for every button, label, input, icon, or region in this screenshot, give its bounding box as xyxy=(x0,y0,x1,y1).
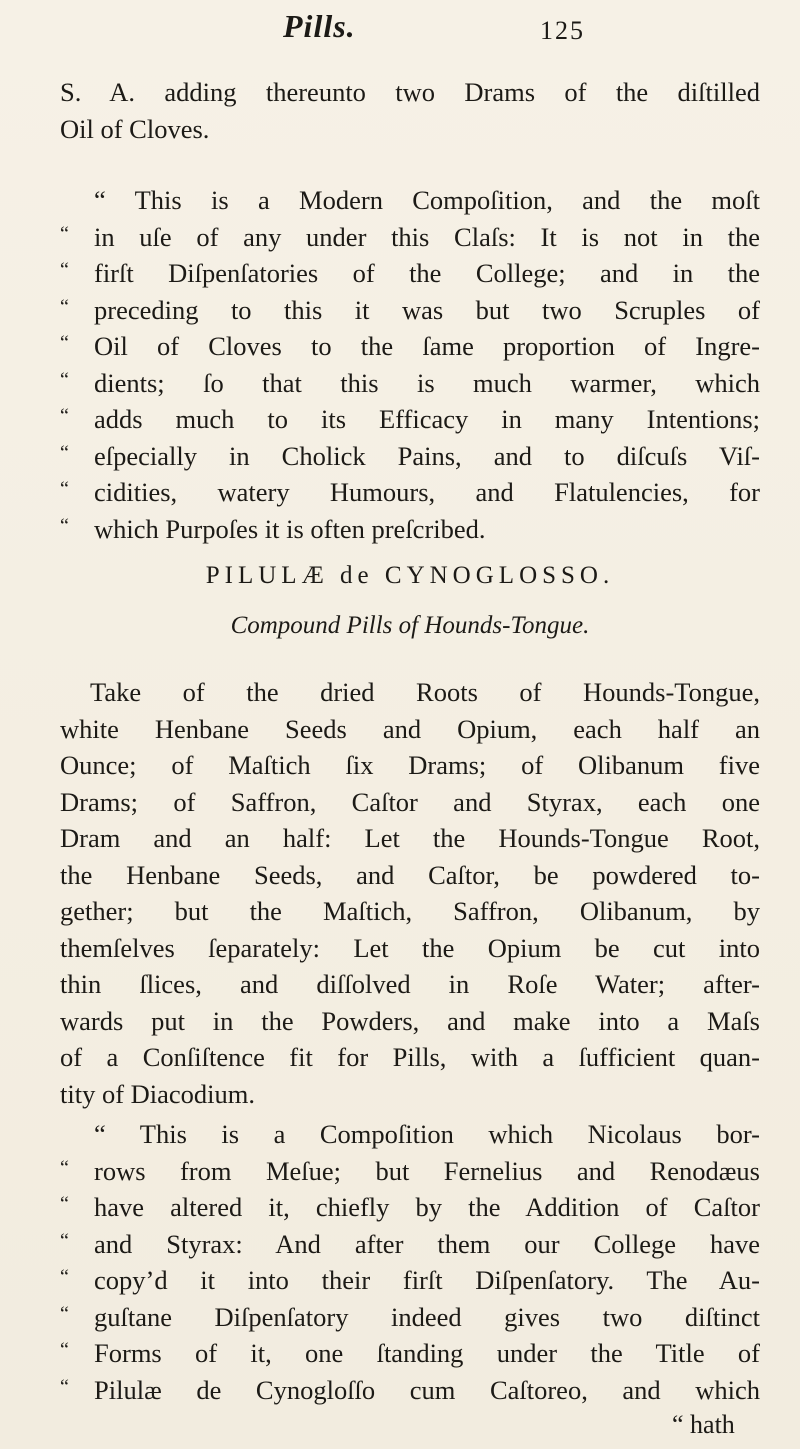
quote-mark: “ xyxy=(60,405,69,427)
running-title: Pills. xyxy=(283,8,356,44)
text-line: white Henbane Seeds and Opium, each half an xyxy=(60,713,760,744)
text-line: adds much to its Efficacy in many Intentions; xyxy=(94,404,760,434)
quoted-line xyxy=(60,401,760,438)
text-line: Oil of Cloves to the ſame proportion of Ingre- xyxy=(94,331,760,361)
quote-mark: “ xyxy=(60,441,69,464)
text-line: gether; but the Maſtich, Saffron, Olibanum, by xyxy=(60,896,760,926)
quoted-line xyxy=(60,474,760,511)
text-line: and Styrax: And after them our College have xyxy=(94,1228,760,1259)
quote-mark: “ xyxy=(60,1156,69,1179)
text-line: Drams; of Saffron, Caſtor and Styrax, each one xyxy=(60,786,760,817)
quote-mark: “ xyxy=(60,478,69,500)
quote-mark: “ xyxy=(60,514,69,537)
quoted-line xyxy=(60,1153,760,1190)
text-line: “ This is a Modern Compoſition, and the moſt xyxy=(94,185,760,215)
quoted-line xyxy=(60,511,760,548)
quoted-line xyxy=(60,255,760,292)
text-line: thin ſlices, and diſſolved in Roſe Water; after- xyxy=(60,969,760,999)
quoted-line xyxy=(60,1299,760,1336)
quote-mark: “ xyxy=(60,295,69,318)
quoted-line xyxy=(60,365,760,402)
text-line: wards put in the Powders, and make into a Maſs xyxy=(60,1005,760,1036)
text-line: tity of Diacodium. xyxy=(60,1078,256,1109)
running-head xyxy=(0,8,800,52)
text-line: “ This is a Compoſition which Nicolaus bor- xyxy=(94,1119,760,1149)
text-line: the Henbane Seeds, and Caſtor, be powdered to- xyxy=(60,859,760,890)
commentary-paragraph-2 xyxy=(60,1116,760,1408)
text-line: Pilulæ de Cynogloſſo cum Caſtoreo, and which xyxy=(94,1374,760,1405)
quote-mark: “ xyxy=(60,1193,69,1215)
text-line: preceding to this it was but two Scruples of xyxy=(94,294,760,325)
quoted-line xyxy=(60,292,760,329)
text-line: have altered it, chiefly by the Addition of Caſtor xyxy=(94,1192,760,1222)
text-line: of a Conſiſtence fit for Pills, with a ſufficient quan- xyxy=(60,1042,760,1072)
text-line: cidities, watery Humours, and Flatulencies, for xyxy=(94,477,760,507)
text-line: in uſe of any under this Claſs: It is not in the xyxy=(94,221,760,252)
quote-mark: “ xyxy=(60,1229,69,1252)
text-line: S. A. adding thereunto two Drams of the diſtilled xyxy=(60,77,760,107)
text-line: Forms of it, one ſtanding under the Title of xyxy=(94,1338,760,1368)
quote-mark: “ xyxy=(60,1266,69,1288)
text-line: dients; ſo that this is much warmer, which xyxy=(94,367,760,398)
text-line: rows from Meſue; but Fernelius and Renodæus xyxy=(94,1155,760,1186)
quote-mark: “ xyxy=(60,368,69,391)
catchword: “ hath xyxy=(672,1410,735,1439)
intro-paragraph xyxy=(60,74,760,147)
quoted-line xyxy=(60,1189,760,1226)
quote-mark: “ xyxy=(60,1339,69,1361)
text-line: which Purpoſes it is often preſcribed. xyxy=(94,513,486,544)
page-number: 125 xyxy=(540,16,585,45)
quoted-line xyxy=(60,1372,760,1409)
text-line: Dram and an half: Let the Hounds-Tongue Root, xyxy=(60,823,760,853)
quote-mark: “ xyxy=(60,332,69,354)
quoted-line xyxy=(60,438,760,475)
quote-mark: “ xyxy=(60,1375,69,1398)
quote-mark: “ xyxy=(60,1302,69,1325)
quoted-line xyxy=(60,1335,760,1372)
quote-mark: “ xyxy=(60,222,69,245)
recipe-body xyxy=(60,674,760,1112)
recipe-heading: PILULÆ de CYNOGLOSSO. xyxy=(205,562,615,589)
quoted-line xyxy=(60,219,760,256)
text-line: Ounce; of Maſtich ſix Drams; of Olibanum five xyxy=(60,750,760,780)
quoted-line xyxy=(60,328,760,365)
text-line: eſpecially in Cholick Pains, and to diſcuſs Viſ- xyxy=(94,440,760,471)
quote-mark: “ xyxy=(60,259,69,281)
quoted-line xyxy=(60,1226,760,1263)
text-line: copy’d it into their firſt Diſpenſatory. The Au- xyxy=(94,1265,760,1295)
recipe-subheading: Compound Pills of Hounds-Tongue. xyxy=(230,612,590,639)
text-line: Oil of Cloves. xyxy=(60,113,210,144)
commentary-paragraph-1 xyxy=(60,182,760,547)
quoted-line xyxy=(60,1262,760,1299)
text-line: Take of the dried Roots of Hounds-Tongue, xyxy=(90,677,760,707)
text-line: themſelves ſeparately: Let the Opium be cut into xyxy=(60,932,760,963)
text-line: guſtane Diſpenſatory indeed gives two diſtinct xyxy=(94,1301,760,1332)
text-line: firſt Diſpenſatories of the College; and in the xyxy=(94,258,760,288)
